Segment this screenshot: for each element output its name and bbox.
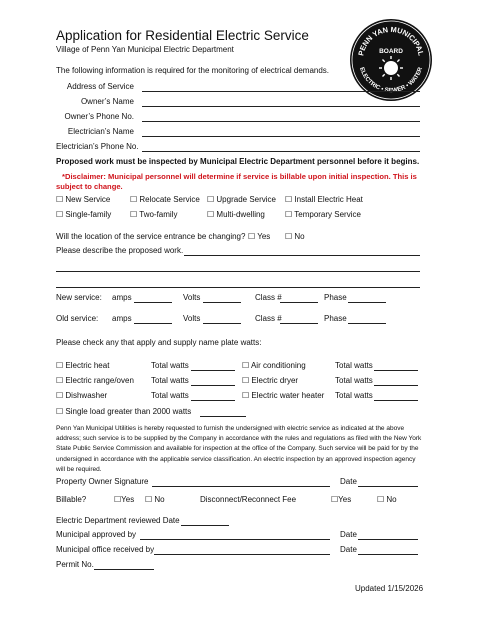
disconnect-reconnect-fee-label: Disconnect/Reconnect Fee [200, 495, 297, 504]
checkbox-electric-dryer[interactable]: ☐ Electric dryer [242, 376, 299, 385]
permit-no-label: Permit No. [56, 560, 94, 569]
checkbox-single-load[interactable]: ☐ Single load greater than 2000 watts [56, 407, 192, 416]
owner-name-label: Owner’s Name [80, 97, 134, 106]
air-conditioning-watts-field[interactable] [374, 370, 418, 371]
electrician-phone-field[interactable] [142, 151, 420, 152]
updated-date: Updated 1/15/2026 [355, 584, 424, 593]
checkbox-dishwasher[interactable]: ☐ Dishwasher [56, 391, 108, 400]
new-volts-field[interactable] [203, 302, 241, 303]
total-watts-label: Total watts [151, 391, 189, 400]
checkbox-single-family[interactable]: ☐ Single-family [56, 210, 112, 219]
reviewed-date-label: Electric Department reviewed Date [56, 516, 180, 525]
billable-label: Billable? [56, 495, 87, 504]
received-date-label: Date [340, 545, 357, 554]
checkbox-fee-yes[interactable]: ☐Yes [331, 495, 352, 504]
old-service-label: Old service: [56, 314, 99, 323]
electrician-phone-label: Electrician’s Phone No. [56, 142, 139, 151]
checkbox-electric-heat[interactable]: ☐ Electric heat [56, 361, 110, 370]
approved-date-label: Date [340, 530, 357, 539]
checkbox-relocate-service[interactable]: ☐ Relocate Service [130, 195, 200, 204]
intro-text: The following information is required for the monitoring of electrical demands. [56, 66, 330, 75]
describe-work-label: Please describe the proposed work. [56, 246, 184, 255]
signature-date-field[interactable] [358, 486, 418, 487]
total-watts-label: Total watts [151, 376, 189, 385]
new-amps-field[interactable] [134, 302, 172, 303]
checkbox-billable-yes[interactable]: ☐Yes [114, 495, 135, 504]
new-volts-label: Volts [183, 293, 201, 302]
approved-by-field[interactable] [140, 539, 330, 540]
owner-phone-label: Owner’s Phone No. [64, 112, 134, 121]
old-class-label: Class # [255, 314, 282, 323]
address-of-service-label: Address of Service [66, 82, 134, 91]
dishwasher-watts-field[interactable] [191, 400, 235, 401]
old-phase-label: Phase [324, 314, 347, 323]
total-watts-label: Total watts [335, 391, 373, 400]
reviewed-date-field[interactable] [181, 525, 229, 526]
disclaimer-line-1: *Disclaimer: Municipal personnel will determine if service is billable upon initial inspection. This is [62, 172, 417, 181]
electrician-name-field[interactable] [142, 136, 420, 137]
disclaimer-line-2: subject to change. [56, 182, 123, 191]
water-heater-watts-field[interactable] [374, 400, 418, 401]
service-agreement-paragraph: Penn Yan Municipal Utilities is hereby requested to furnish the undersigned with electric service as indicated at the above address; such service is to be supplied by the Company in accordance with the rules and regulations as filed with the New York State Public Service Commission and available for inspection at the office of the Company. Such service will be paid for by the undersigned in accordance with the applicable service classification. An electric inspection by an approved inspection agency will be required. [56, 425, 422, 473]
describe-work-field-3[interactable] [56, 287, 420, 288]
owner-phone-field[interactable] [142, 121, 420, 122]
old-amps-field[interactable] [134, 323, 172, 324]
electrician-name-label: Electrician’s Name [67, 127, 134, 136]
new-class-label: Class # [255, 293, 282, 302]
new-phase-field[interactable] [348, 302, 386, 303]
svg-text:ELECTRIC • SEWER • WATER: ELECTRIC • SEWER • WATER [358, 66, 424, 95]
old-volts-label: Volts [183, 314, 201, 323]
checkbox-billable-no[interactable]: ☐ No [145, 495, 165, 504]
new-amps-label: amps [112, 293, 132, 302]
checkbox-electric-range-oven[interactable]: ☐ Electric range/oven [56, 376, 134, 385]
checkbox-air-conditioning[interactable]: ☐ Air conditioning [242, 361, 306, 370]
old-phase-field[interactable] [348, 323, 386, 324]
total-watts-label: Total watts [335, 361, 373, 370]
describe-work-field-1[interactable] [184, 255, 420, 256]
checkbox-location-yes[interactable]: ☐ Yes [248, 232, 271, 241]
checkbox-install-electric-heat[interactable]: ☐ Install Electric Heat [285, 195, 363, 204]
checkbox-fee-no[interactable]: ☐ No [377, 495, 397, 504]
plate-watts-prompt: Please check any that apply and supply name plate watts: [56, 338, 262, 347]
office-received-by-label: Municipal office received by [56, 545, 155, 554]
owner-name-field[interactable] [142, 106, 420, 107]
owner-signature-label: Property Owner Signature [56, 477, 149, 486]
approved-date-field[interactable] [358, 539, 418, 540]
owner-signature-field[interactable] [152, 486, 330, 487]
new-phase-label: Phase [324, 293, 347, 302]
svg-text:BOARD: BOARD [379, 48, 403, 55]
checkbox-multi-dwelling[interactable]: ☐ Multi-dwelling [207, 210, 265, 219]
office-received-by-field[interactable] [154, 554, 330, 555]
dryer-watts-field[interactable] [374, 385, 418, 386]
old-amps-label: amps [112, 314, 132, 323]
total-watts-label: Total watts [151, 361, 189, 370]
checkbox-location-no[interactable]: ☐ No [285, 232, 305, 241]
checkbox-new-service[interactable]: ☐ New Service [56, 195, 111, 204]
permit-no-field[interactable] [94, 569, 154, 570]
old-class-field[interactable] [280, 323, 318, 324]
signature-date-label: Date [340, 477, 357, 486]
inspection-note: Proposed work must be inspected by Municipal Electric Department personnel before it begins. [56, 157, 420, 166]
approved-by-label: Municipal approved by [56, 530, 137, 539]
received-date-field[interactable] [358, 554, 418, 555]
describe-work-field-2[interactable] [56, 271, 420, 272]
new-class-field[interactable] [280, 302, 318, 303]
checkbox-two-family[interactable]: ☐ Two-family [130, 210, 178, 219]
checkbox-upgrade-service[interactable]: ☐ Upgrade Service [207, 195, 276, 204]
location-question: Will the location of the service entrance be changing? [56, 232, 246, 241]
old-volts-field[interactable] [203, 323, 241, 324]
electric-heat-watts-field[interactable] [191, 370, 235, 371]
checkbox-electric-water-heater[interactable]: ☐ Electric water heater [242, 391, 325, 400]
penn-yan-seal-logo [349, 18, 433, 102]
form-title: Application for Residential Electric Service [56, 28, 309, 43]
new-service-label: New service: [56, 293, 102, 302]
single-load-watts-field[interactable] [200, 416, 246, 417]
svg-text:PENN YAN MUNICIPAL: PENN YAN MUNICIPAL [356, 24, 426, 57]
total-watts-label: Total watts [335, 376, 373, 385]
form-subtitle: Village of Penn Yan Municipal Electric Department [56, 45, 234, 54]
range-oven-watts-field[interactable] [191, 385, 235, 386]
address-of-service-field[interactable] [142, 91, 420, 92]
checkbox-temporary-service[interactable]: ☐ Temporary Service [285, 210, 361, 219]
